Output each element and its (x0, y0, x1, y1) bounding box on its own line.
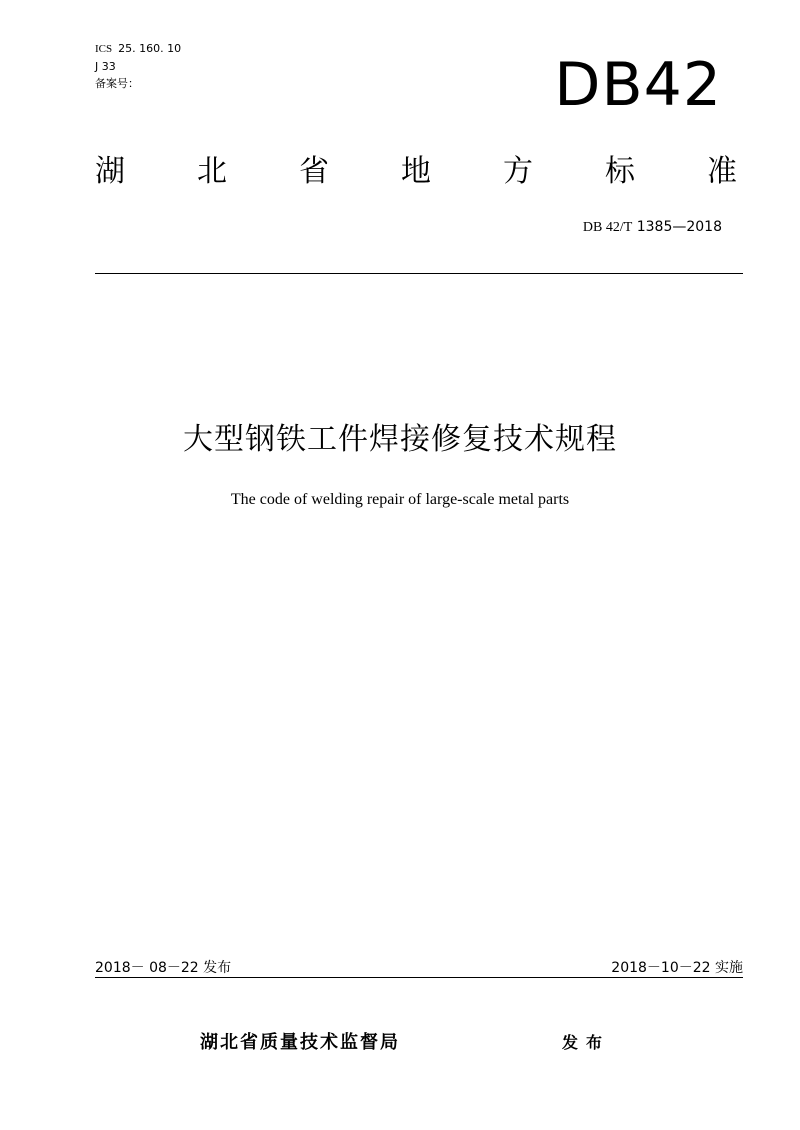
bottom-divider (95, 977, 743, 978)
standard-type-char: 北 (197, 154, 227, 189)
standard-code-mark: DB42 (554, 50, 722, 120)
issue-date: 2018－ 08－22 发布 (95, 960, 232, 976)
standard-type-char: 省 (299, 154, 329, 189)
publish-label: 发布 (562, 1033, 611, 1052)
publisher-name: 湖北省质量技术监督局 (200, 1032, 400, 1053)
standard-type-char: 地 (401, 154, 431, 189)
standard-type-char: 方 (503, 154, 533, 189)
standard-type-char: 标 (605, 154, 635, 189)
ics-line (95, 40, 181, 58)
standard-type-title (95, 152, 737, 192)
standard-number-prefix: DB 42/T (582, 220, 633, 235)
standard-type-char: 准 (707, 154, 737, 189)
ccs-code: J 33 (95, 60, 116, 73)
document-title: 大型钢铁工件焊接修复技术规程 (183, 422, 617, 457)
ics-code: 25. 160. 10 (118, 42, 182, 55)
document-english-title: The code of welding repair of large-scale metal parts (230, 491, 570, 508)
top-divider (95, 273, 743, 274)
standard-type-char: 湖 (95, 154, 125, 189)
standard-number (583, 217, 722, 238)
standard-classification-block (95, 40, 181, 92)
ics-label: ICS (95, 43, 113, 55)
filing-number-label: 备案号： (95, 77, 139, 90)
implementation-date: 2018－10－22 实施 (611, 960, 743, 976)
standard-number-value: 1385—2018 (632, 219, 722, 235)
